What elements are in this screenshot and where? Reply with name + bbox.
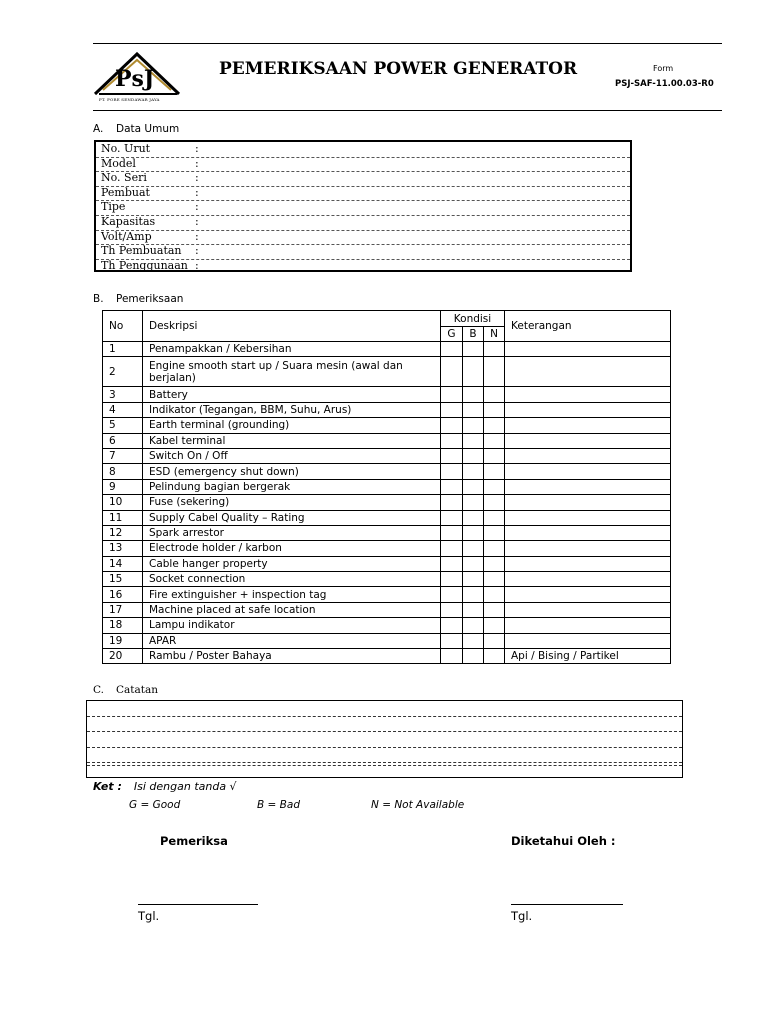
row-check-n[interactable]: [484, 587, 505, 602]
data-umum-label: Tipe: [101, 200, 126, 214]
row-keterangan[interactable]: [505, 541, 671, 556]
catatan-line: [87, 716, 682, 717]
header-keterangan: Keterangan: [505, 311, 671, 342]
table-row: [103, 572, 671, 587]
table-row: [103, 649, 671, 664]
row-check-b[interactable]: [463, 418, 484, 433]
row-check-n[interactable]: [484, 525, 505, 540]
table-row: [103, 495, 671, 510]
section-a-title: Data Umum: [116, 123, 180, 135]
row-check-g[interactable]: [441, 556, 463, 571]
row-no: 9: [103, 479, 143, 494]
row-check-b[interactable]: [463, 525, 484, 540]
row-check-n[interactable]: [484, 448, 505, 463]
row-check-n[interactable]: [484, 556, 505, 571]
data-umum-row[interactable]: [96, 259, 630, 274]
row-check-n[interactable]: [484, 541, 505, 556]
row-keterangan[interactable]: [505, 357, 671, 387]
row-check-b[interactable]: [463, 510, 484, 525]
section-b-heading: [93, 293, 183, 305]
row-check-b[interactable]: [463, 402, 484, 417]
row-check-b[interactable]: [463, 602, 484, 617]
row-no: 1: [103, 342, 143, 357]
signature-pemeriksa-title: Pemeriksa: [160, 834, 228, 848]
row-description: Fire extinguisher + inspection tag: [143, 587, 441, 602]
data-umum-row[interactable]: [96, 244, 630, 260]
form-label: Form: [653, 64, 674, 73]
row-keterangan[interactable]: [505, 387, 671, 402]
ket-line: [93, 780, 237, 793]
table-row: [103, 433, 671, 448]
row-keterangan[interactable]: [505, 587, 671, 602]
catatan-box[interactable]: [86, 700, 683, 778]
header-g: G: [441, 327, 463, 342]
header-deskripsi: Deskripsi: [143, 311, 441, 342]
data-umum-label: Model: [101, 156, 136, 170]
row-no: 13: [103, 541, 143, 556]
row-check-n[interactable]: [484, 572, 505, 587]
row-description: Pelindung bagian bergerak: [143, 479, 441, 494]
data-umum-row[interactable]: [96, 157, 630, 173]
row-no: 19: [103, 633, 143, 648]
table-row: [103, 556, 671, 571]
section-c-letter: C.: [93, 684, 104, 696]
table-row: [103, 587, 671, 602]
data-umum-label: No. Seri: [101, 171, 147, 185]
row-no: 5: [103, 418, 143, 433]
page-title: PEMERIKSAAN POWER GENERATOR: [219, 59, 578, 79]
row-check-n[interactable]: [484, 402, 505, 417]
row-no: 17: [103, 602, 143, 617]
row-keterangan[interactable]: [505, 602, 671, 617]
row-keterangan[interactable]: [505, 479, 671, 494]
row-keterangan[interactable]: [505, 464, 671, 479]
catatan-line: [87, 747, 682, 748]
data-umum-label: Kapasitas: [101, 215, 156, 228]
table-row: [103, 418, 671, 433]
row-description: Kabel terminal: [143, 433, 441, 448]
row-no: 8: [103, 464, 143, 479]
row-check-n[interactable]: [484, 433, 505, 448]
row-check-g[interactable]: [441, 541, 463, 556]
row-check-g[interactable]: [441, 618, 463, 633]
row-check-g[interactable]: [441, 433, 463, 448]
row-no: 14: [103, 556, 143, 571]
row-check-g[interactable]: [441, 572, 463, 587]
row-keterangan[interactable]: [505, 633, 671, 648]
row-check-g[interactable]: [441, 649, 463, 664]
row-check-g[interactable]: [441, 479, 463, 494]
section-a-letter: A.: [93, 123, 104, 135]
row-check-b[interactable]: [463, 541, 484, 556]
row-keterangan[interactable]: [505, 495, 671, 510]
row-check-n[interactable]: [484, 649, 505, 664]
legend-not-available: N = Not Available: [371, 799, 465, 811]
legend-bad: B = Bad: [257, 799, 300, 811]
row-check-g[interactable]: [441, 357, 463, 387]
row-check-b[interactable]: [463, 618, 484, 633]
row-check-g[interactable]: [441, 342, 463, 357]
row-check-b[interactable]: [463, 633, 484, 648]
row-description: Battery: [143, 387, 441, 402]
data-umum-row[interactable]: [96, 215, 630, 231]
data-umum-colon: :: [195, 185, 199, 199]
row-keterangan[interactable]: [505, 433, 671, 448]
table-row: [103, 402, 671, 417]
signature-line-pemeriksa[interactable]: [138, 904, 258, 905]
row-check-b[interactable]: [463, 433, 484, 448]
table-row: [103, 510, 671, 525]
table-row: [103, 618, 671, 633]
table-row: [103, 357, 671, 387]
row-no: 3: [103, 387, 143, 402]
section-b-letter: B.: [93, 293, 104, 305]
row-check-g[interactable]: [441, 510, 463, 525]
data-umum-row[interactable]: [96, 171, 630, 187]
row-check-b[interactable]: [463, 464, 484, 479]
data-umum-row[interactable]: [96, 186, 630, 202]
table-row: [103, 541, 671, 556]
data-umum-colon: :: [195, 229, 199, 243]
data-umum-row[interactable]: [96, 142, 630, 158]
catatan-line: [87, 762, 682, 763]
data-umum-row[interactable]: [96, 200, 630, 216]
section-c-title: Catatan: [116, 684, 159, 696]
row-keterangan[interactable]: [505, 342, 671, 357]
date-label-diketahui: Tgl.: [511, 909, 533, 923]
row-check-n[interactable]: [484, 510, 505, 525]
row-description: Rambu / Poster Bahaya: [143, 649, 441, 664]
row-no: 10: [103, 495, 143, 510]
table-row: [103, 464, 671, 479]
table-row: [103, 387, 671, 402]
table-row: [103, 602, 671, 617]
row-check-g[interactable]: [441, 495, 463, 510]
row-check-n[interactable]: [484, 495, 505, 510]
data-umum-label: Th Pembuatan: [101, 244, 182, 258]
row-check-b[interactable]: [463, 556, 484, 571]
row-no: 15: [103, 572, 143, 587]
row-description: Cable hanger property: [143, 556, 441, 571]
row-check-b[interactable]: [463, 387, 484, 402]
data-umum-label: Volt/Amp: [101, 229, 152, 243]
data-umum-colon: :: [195, 156, 199, 170]
row-description: Lampu indikator: [143, 618, 441, 633]
table-row: [103, 525, 671, 540]
inspection-table: [102, 310, 671, 664]
table-row: [103, 633, 671, 648]
row-keterangan[interactable]: [505, 448, 671, 463]
data-umum-colon: :: [195, 244, 199, 258]
row-check-b[interactable]: [463, 587, 484, 602]
ket-note: Isi dengan tanda √: [133, 780, 237, 793]
data-umum-row[interactable]: [96, 230, 630, 246]
row-check-g[interactable]: [441, 633, 463, 648]
row-check-g[interactable]: [441, 402, 463, 417]
row-check-b[interactable]: [463, 572, 484, 587]
row-check-b[interactable]: [463, 357, 484, 387]
row-keterangan[interactable]: [505, 618, 671, 633]
data-umum-label: Pembuat: [101, 185, 150, 199]
row-no: 7: [103, 448, 143, 463]
header-top-rule: [93, 43, 722, 44]
header-n: N: [484, 327, 505, 342]
signature-line-diketahui[interactable]: [511, 904, 623, 905]
data-umum-colon: :: [195, 142, 199, 155]
row-check-n[interactable]: [484, 418, 505, 433]
row-check-b[interactable]: [463, 342, 484, 357]
row-check-n[interactable]: [484, 342, 505, 357]
form-code: PSJ-SAF-11.00.03-R0: [615, 79, 714, 89]
row-description: Earth terminal (grounding): [143, 418, 441, 433]
row-no: 12: [103, 525, 143, 540]
legend-good: G = Good: [129, 799, 181, 811]
section-b-title: Pemeriksaan: [116, 293, 184, 305]
row-check-n[interactable]: [484, 479, 505, 494]
data-umum-box: [94, 140, 632, 272]
logo-caption: PT. PORE SENDAWAR JAYA: [99, 97, 160, 102]
row-no: 11: [103, 510, 143, 525]
row-description: Switch On / Off: [143, 448, 441, 463]
row-no: 20: [103, 649, 143, 664]
section-c-heading: [93, 684, 158, 696]
row-description: APAR: [143, 633, 441, 648]
section-a-heading: [93, 123, 179, 135]
header-b: B: [463, 327, 484, 342]
row-check-g[interactable]: [441, 525, 463, 540]
row-keterangan[interactable]: [505, 556, 671, 571]
table-row: [103, 479, 671, 494]
row-check-b[interactable]: [463, 448, 484, 463]
row-keterangan[interactable]: [505, 572, 671, 587]
data-umum-colon: :: [195, 200, 199, 214]
row-check-b[interactable]: [463, 649, 484, 664]
data-umum-colon: :: [195, 215, 199, 228]
signature-diketahui-title: Diketahui Oleh :: [511, 834, 616, 848]
table-row: [103, 342, 671, 357]
row-check-n[interactable]: [484, 633, 505, 648]
row-check-g[interactable]: [441, 448, 463, 463]
data-umum-colon: :: [195, 258, 199, 272]
row-no: 4: [103, 402, 143, 417]
header-bottom-rule: [93, 110, 722, 111]
row-keterangan[interactable]: [505, 510, 671, 525]
header-no: No: [103, 311, 143, 342]
svg-text:PsJ: PsJ: [115, 66, 155, 92]
data-umum-label: No. Urut: [101, 142, 151, 155]
row-keterangan[interactable]: [505, 525, 671, 540]
row-check-n[interactable]: [484, 464, 505, 479]
row-description: Supply Cabel Quality – Rating: [143, 510, 441, 525]
row-no: 6: [103, 433, 143, 448]
row-description: Indikator (Tegangan, BBM, Suhu, Arus): [143, 402, 441, 417]
row-check-g[interactable]: [441, 464, 463, 479]
row-check-b[interactable]: [463, 495, 484, 510]
row-keterangan[interactable]: [505, 402, 671, 417]
row-description: Fuse (sekering): [143, 495, 441, 510]
row-description: Engine smooth start up / Suara mesin (awal dan berjalan): [143, 357, 441, 387]
row-check-g[interactable]: [441, 587, 463, 602]
row-check-b[interactable]: [463, 479, 484, 494]
row-description: Penampakkan / Kebersihan: [143, 342, 441, 357]
catatan-line: [87, 731, 682, 732]
row-keterangan[interactable]: [505, 418, 671, 433]
data-umum-label: Th Penggunaan: [101, 258, 188, 272]
row-check-n[interactable]: [484, 357, 505, 387]
row-description: Spark arrestor: [143, 525, 441, 540]
row-keterangan[interactable]: Api / Bising / Partikel: [505, 649, 671, 664]
row-no: 16: [103, 587, 143, 602]
row-description: Socket connection: [143, 572, 441, 587]
row-check-g[interactable]: [441, 418, 463, 433]
row-description: Electrode holder / karbon: [143, 541, 441, 556]
catatan-line: [87, 765, 682, 766]
row-no: 2: [103, 357, 143, 387]
row-description: Machine placed at safe location: [143, 602, 441, 617]
date-label-pemeriksa: Tgl.: [138, 909, 160, 923]
ket-label: Ket :: [93, 780, 122, 793]
table-row: [103, 448, 671, 463]
header-kondisi: Kondisi: [441, 311, 505, 327]
row-no: 18: [103, 618, 143, 633]
row-check-n[interactable]: [484, 602, 505, 617]
row-check-g[interactable]: [441, 387, 463, 402]
row-description: ESD (emergency shut down): [143, 464, 441, 479]
row-check-n[interactable]: [484, 387, 505, 402]
data-umum-colon: :: [195, 171, 199, 185]
row-check-n[interactable]: [484, 618, 505, 633]
row-check-g[interactable]: [441, 602, 463, 617]
